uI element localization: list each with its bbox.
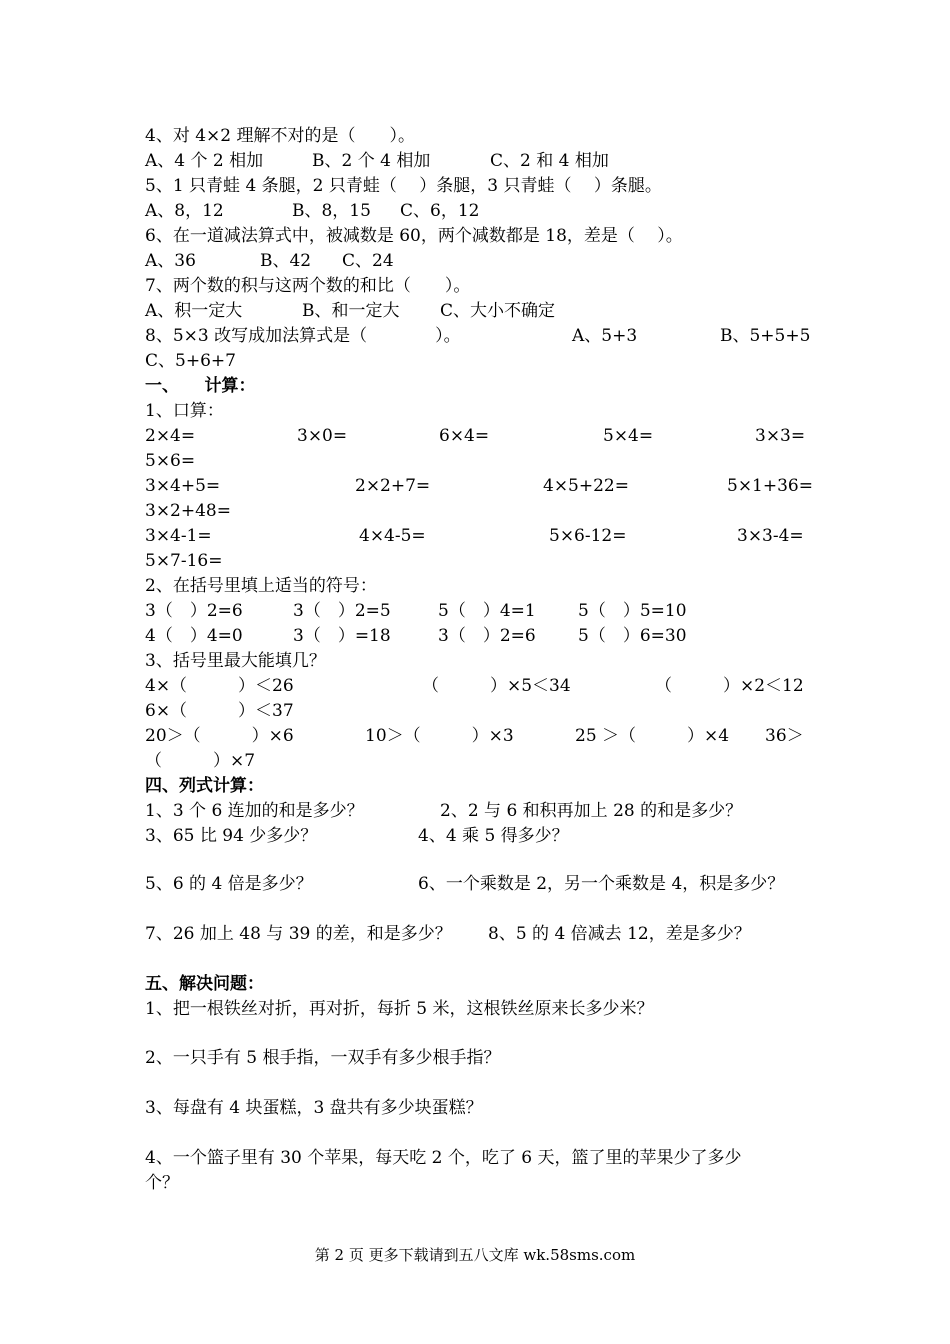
max-fill-item: 4×（ ）＜26 [145, 676, 294, 696]
formula-question-4: 4、4 乘 5 得多少？ [418, 826, 569, 846]
oral-calc-title: 1、口算： [145, 401, 224, 421]
sign-item: 5（ ）5=10 [578, 601, 687, 621]
oral-row-2-wrap: 3×2+48= [145, 501, 231, 521]
option-b: B、和一定大 [302, 301, 400, 321]
question-6-stem: 6、在一道减法算式中，被减数是 60，两个减数都是 18，差是（ ）。 [145, 226, 683, 246]
option-b: B、5+5+5 [720, 326, 811, 346]
problem-1: 1、把一根铁丝对折，再对折，每折 5 米，这根铁丝原来长多少米？ [145, 999, 654, 1019]
question-8-option-c: C、5+6+7 [145, 351, 236, 371]
oral-item: 3×3= [755, 426, 806, 446]
oral-item: 3×4-1= [145, 526, 212, 546]
max-fill-row-1-wrap: 6×（ ）＜37 [145, 701, 294, 721]
question-7-stem: 7、两个数的积与这两个数的和比（ ）。 [145, 276, 471, 296]
max-fill-item: 10＞（ ）×3 [365, 726, 514, 746]
sign-item: 3（ ）2=6 [145, 601, 243, 621]
option-a: A、36 [145, 251, 196, 271]
oral-item: 3×4+5= [145, 476, 221, 496]
oral-item: 2×2+7= [355, 476, 431, 496]
option-a: A、5+3 [572, 326, 638, 346]
formula-heading: 四、列式计算： [145, 776, 264, 796]
option-c: C、6，12 [400, 201, 480, 221]
formula-question-5: 5、6 的 4 倍是多少？ [145, 874, 313, 894]
option-b: B、2 个 4 相加 [312, 151, 431, 171]
question-4-stem: 4、对 4×2 理解不对的是（ ）。 [145, 126, 415, 146]
sign-title: 2、在括号里填上适当的符号： [145, 576, 377, 596]
problem-4-line-2: 个？ [145, 1173, 179, 1193]
problem-4-line-1: 4、一个篮子里有 30 个苹果，每天吃 2 个，吃了 6 天，篮了里的苹果少了多少 [145, 1148, 742, 1168]
oral-item: 4×5+22= [543, 476, 629, 496]
option-a: A、4 个 2 相加 [145, 151, 264, 171]
oral-row-3-wrap: 5×7-16= [145, 551, 223, 571]
problem-3: 3、每盘有 4 块蛋糕，3 盘共有多少块蛋糕？ [145, 1098, 483, 1118]
formula-question-7: 7、26 加上 48 与 39 的差，和是多少？ [145, 924, 452, 944]
formula-question-2: 2、2 与 6 和积再加上 28 的和是多少？ [440, 801, 743, 821]
option-c: C、24 [342, 251, 394, 271]
oral-item: 5×6-12= [549, 526, 627, 546]
oral-item: 5×1+36= [727, 476, 813, 496]
oral-item: 4×4-5= [359, 526, 426, 546]
sign-item: 5（ ）4=1 [438, 601, 536, 621]
option-a: A、积一定大 [145, 301, 243, 321]
oral-item: 3×3-4= [737, 526, 804, 546]
option-c: C、2 和 4 相加 [490, 151, 609, 171]
option-b: B、8，15 [292, 201, 371, 221]
sign-item: 3（ ）=18 [293, 626, 391, 646]
max-fill-item: 20＞（ ）×6 [145, 726, 294, 746]
formula-question-1: 1、3 个 6 连加的和是多少？ [145, 801, 364, 821]
oral-row-1-wrap: 5×6= [145, 451, 196, 471]
sign-item: 5（ ）6=30 [578, 626, 687, 646]
max-fill-item: （ ）×5＜34 [422, 676, 571, 696]
option-c: C、大小不确定 [440, 301, 556, 321]
question-5-stem: 5、1 只青蛙 4 条腿，2 只青蛙（ ）条腿，3 只青蛙（ ）条腿。 [145, 176, 662, 196]
question-8-stem: 8、5×3 改写成加法算式是（ ）。 [145, 326, 461, 346]
max-fill-title: 3、括号里最大能填几？ [145, 651, 326, 671]
formula-question-6: 6、一个乘数是 2，另一个乘数是 4，积是多少？ [418, 874, 785, 894]
oral-item: 5×4= [603, 426, 654, 446]
problem-2: 2、一只手有 5 根手指，一双手有多少根手指？ [145, 1048, 501, 1068]
problems-heading: 五、解决问题： [145, 974, 264, 994]
max-fill-row-2-wrap: （ ）×7 [145, 751, 256, 771]
option-a: A、8，12 [145, 201, 224, 221]
oral-item: 6×4= [439, 426, 490, 446]
formula-question-8: 8、5 的 4 倍减去 12，差是多少？ [488, 924, 751, 944]
sign-item: 3（ ）2=6 [438, 626, 536, 646]
max-fill-item: （ ）×2＜12 [655, 676, 804, 696]
oral-item: 3×0= [297, 426, 348, 446]
formula-question-3: 3、65 比 94 少多少？ [145, 826, 318, 846]
max-fill-item: 36＞ [765, 726, 804, 746]
sign-item: 4（ ）4=0 [145, 626, 243, 646]
calc-heading: 一、 计算： [145, 376, 256, 396]
page-footer: 第 2 页 更多下载请到五八文库 wk.58sms.com [314, 1246, 636, 1264]
option-b: B、42 [260, 251, 312, 271]
max-fill-item: 25 ＞（ ）×4 [575, 726, 730, 746]
sign-item: 3（ ）2=5 [293, 601, 391, 621]
oral-item: 2×4= [145, 426, 196, 446]
